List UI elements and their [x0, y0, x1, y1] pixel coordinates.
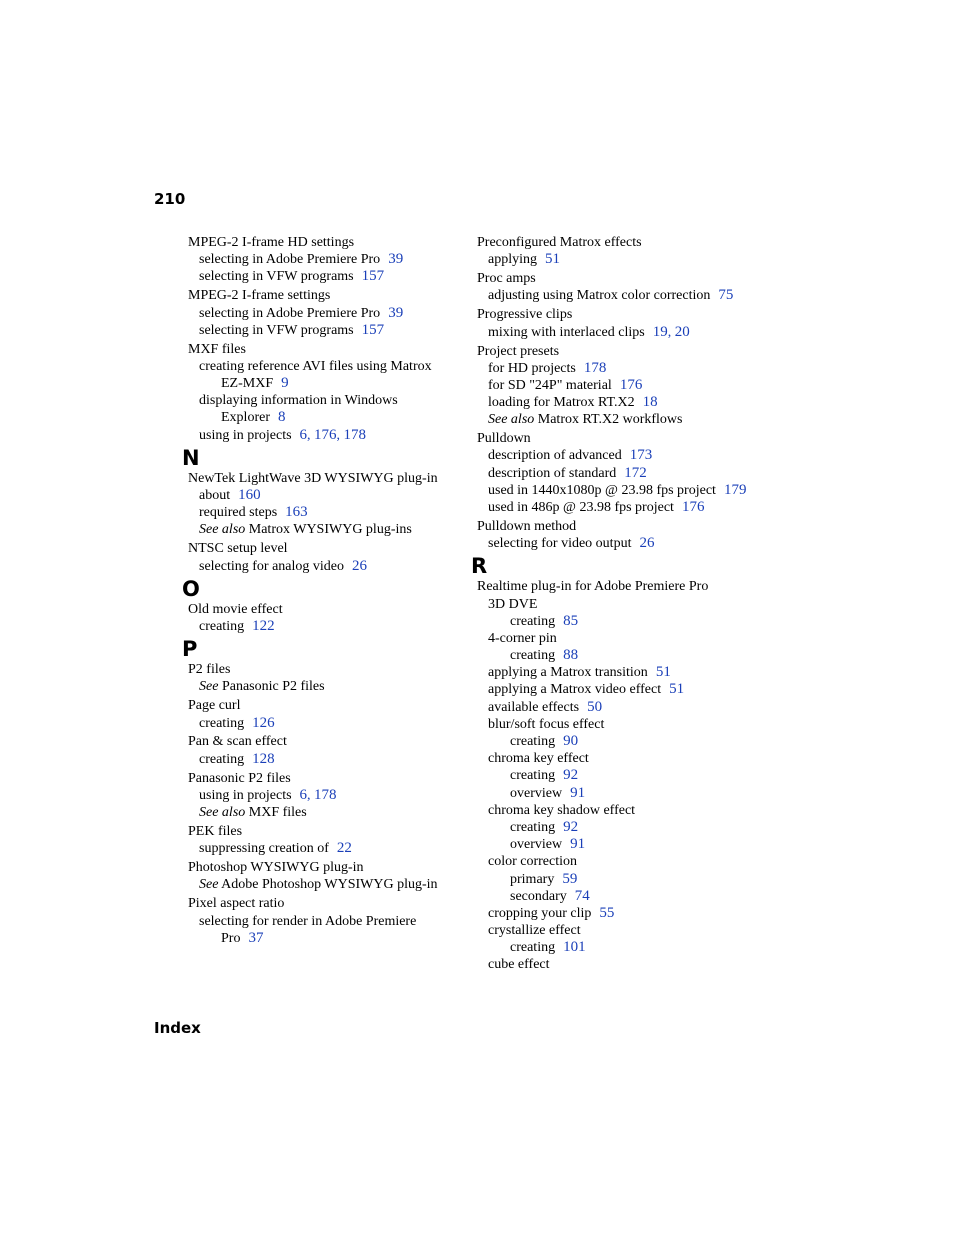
page-link[interactable]: 176 — [681, 499, 705, 515]
subentry — [188, 358, 458, 375]
entry-progressive — [477, 306, 777, 323]
subentry-text: selecting in Adobe Premiere Pro — [199, 252, 381, 268]
see-also-label: See also — [199, 522, 246, 538]
subentry-text: used in 1440x1080p @ 23.98 fps project — [488, 482, 716, 498]
see-label: See — [199, 679, 219, 695]
subentry-text: creating — [199, 715, 245, 731]
subentry — [477, 716, 777, 733]
entry-newtek — [188, 470, 458, 487]
subentry — [188, 558, 458, 575]
subentry-text: creating — [199, 618, 245, 634]
subentry — [477, 596, 777, 613]
sub-subentry — [477, 647, 777, 664]
entry-realtime — [477, 578, 777, 595]
sub-subentry — [477, 836, 777, 853]
page-link[interactable]: 26 — [352, 557, 368, 574]
entry-ntsc — [188, 540, 458, 557]
subentry — [477, 287, 777, 304]
entry-title: Realtime plug-in for Adobe Premiere Pro — [477, 579, 709, 595]
subentry — [477, 394, 777, 411]
page-link[interactable]: 160 — [238, 487, 261, 504]
page-link[interactable]: 92 — [563, 767, 579, 784]
page-number: 210 — [154, 190, 186, 208]
subentry-text: selecting for render in Adobe Premiere — [199, 913, 417, 929]
subentry-text: for HD projects — [488, 360, 576, 376]
page-link[interactable]: 178 — [314, 786, 337, 803]
entry-title: Photoshop WYSIWYG plug-in — [188, 860, 364, 876]
page-link[interactable]: 39 — [388, 251, 404, 268]
subentry-text: selecting in VFW programs — [199, 322, 354, 338]
subentry-text: for SD "24P" material — [488, 377, 612, 393]
page-link[interactable]: 39 — [388, 304, 404, 321]
sub-subentry — [477, 888, 777, 905]
subentry-text: Pro — [221, 930, 241, 946]
page-link[interactable]: 92 — [563, 818, 579, 835]
subentry — [477, 664, 777, 681]
page-link[interactable]: 163 — [285, 504, 308, 521]
page-link[interactable]: 176 — [314, 426, 337, 443]
subentry — [477, 482, 777, 499]
page-link[interactable]: 91 — [570, 836, 586, 853]
subentry-text: creating — [510, 734, 556, 750]
subentry-text: about — [199, 488, 231, 504]
subentry-text: secondary — [510, 888, 567, 904]
page-link[interactable]: 157 — [361, 321, 385, 338]
see-ref — [188, 876, 458, 893]
page-link[interactable]: 20 — [674, 323, 690, 340]
page-link[interactable]: 51 — [655, 664, 671, 681]
page-link[interactable]: 9 — [281, 375, 289, 392]
subentry-text: primary — [510, 871, 555, 887]
entry-old-movie — [188, 601, 458, 618]
subentry-text: description of advanced — [488, 448, 622, 464]
subentry-text: Explorer — [221, 410, 270, 426]
subentry-text: creating — [510, 940, 556, 956]
subentry-text: suppressing creation of — [199, 841, 329, 857]
entry-preconfigured — [477, 234, 777, 251]
entry-pulldown-method — [477, 518, 777, 535]
sub-subentry — [477, 767, 777, 784]
sub-subentry — [477, 785, 777, 802]
entry-title: Pulldown method — [477, 518, 577, 534]
entry-title: Old movie effect — [188, 601, 283, 617]
page-link[interactable]: 51 — [545, 251, 560, 268]
subentry-text: chroma key shadow effect — [488, 802, 636, 818]
index-column-left — [182, 234, 458, 947]
entry-title: Preconfigured Matrox effects — [477, 235, 642, 250]
subentry — [477, 499, 777, 516]
entry-pulldown — [477, 430, 777, 447]
page-link[interactable]: 55 — [599, 904, 615, 921]
see-also-ref — [477, 411, 777, 428]
subentry-text: selecting in Adobe Premiere Pro — [199, 305, 381, 321]
page-link[interactable]: 128 — [252, 750, 275, 767]
subentry-text: selecting in VFW programs — [199, 269, 354, 285]
cross-reference: Panasonic P2 files — [221, 679, 325, 695]
subentry — [188, 504, 458, 521]
subentry: using in projects 6, 176, 178 — [199, 426, 367, 443]
sub-subentry — [477, 733, 777, 750]
page-link[interactable]: 88 — [563, 647, 579, 664]
page-link[interactable]: 50 — [587, 698, 603, 715]
subentry-text: cropping your clip — [488, 905, 592, 921]
subentry-continued — [188, 930, 458, 947]
subentry-text: adjusting using Matrox color correction — [488, 288, 711, 304]
subentry-text: blur/soft focus effect — [488, 716, 605, 732]
subentry-text: displaying information in Windows — [199, 393, 398, 409]
entry-mxf — [188, 341, 458, 358]
subentry-text: loading for Matrox RT.X2 — [488, 395, 635, 411]
page-link[interactable]: 26 — [639, 535, 655, 552]
entry-page-curl — [188, 697, 458, 714]
subentry-text: creating — [199, 751, 245, 767]
page-link[interactable]: 59 — [562, 870, 578, 887]
page-link[interactable]: 122 — [252, 617, 275, 634]
entry-p2 — [188, 661, 458, 678]
page-link[interactable]: 74 — [574, 887, 590, 904]
section-letter-n: N — [182, 445, 200, 470]
subentry — [477, 535, 777, 552]
page-link[interactable]: 75 — [718, 287, 734, 304]
entry-pek — [188, 823, 458, 840]
sub-subentry — [477, 613, 777, 630]
entry-pan-scan — [188, 733, 458, 750]
subentry-text: selecting for analog video — [199, 558, 345, 574]
footer-section-label: Index — [154, 1019, 201, 1037]
page-link[interactable]: 173 — [629, 447, 653, 464]
entry-title: Pulldown — [477, 431, 531, 447]
page-link[interactable]: 179 — [723, 481, 747, 498]
entry-photoshop — [188, 859, 458, 876]
index-column-right — [471, 234, 777, 974]
subentry — [477, 750, 777, 767]
page-link[interactable]: 172 — [624, 464, 647, 481]
entry-title: MXF files — [188, 341, 246, 357]
entry-panasonic — [188, 770, 458, 787]
subentry — [477, 956, 777, 973]
page-link[interactable]: 37 — [248, 929, 264, 946]
sub-subentry — [477, 871, 777, 888]
page-link[interactable]: 6 — [299, 426, 308, 443]
see-also-ref — [188, 804, 458, 821]
entry-title: Project presets — [477, 343, 560, 359]
subentry: mixing with interlaced clips 19, 20 — [488, 323, 690, 340]
subentry — [188, 618, 458, 635]
section-letter-r: R — [471, 554, 488, 579]
subentry-text: creating — [510, 613, 556, 629]
entry-pixel-aspect — [188, 895, 458, 912]
subentry-text: using in projects — [199, 427, 292, 443]
subentry-text: overview — [510, 837, 563, 853]
subentry-text: overview — [510, 785, 563, 801]
subentry-text: creating — [510, 768, 556, 784]
sub-subentry — [477, 819, 777, 836]
subentry-text: applying a Matrox transition — [488, 665, 648, 681]
subentry-text: 4-corner pin — [488, 630, 557, 646]
subentry-text: description of standard — [488, 465, 617, 481]
subentry: using in projects 6, 178 — [199, 786, 337, 803]
entry-title: MPEG-2 I-frame HD settings — [188, 235, 355, 250]
page-link[interactable]: 85 — [563, 612, 579, 629]
subentry — [188, 251, 458, 268]
page-link[interactable]: 8 — [277, 409, 286, 426]
subentry — [188, 305, 458, 322]
subentry — [477, 699, 777, 716]
subentry-text: 3D DVE — [488, 596, 538, 612]
cross-reference: Matrox RT.X2 workflows — [537, 412, 683, 428]
cross-reference: MXF files — [248, 805, 307, 821]
subentry — [477, 681, 777, 698]
see-also-ref — [188, 521, 458, 538]
entry-title: PEK files — [188, 824, 243, 840]
entry-title: Pan & scan effect — [188, 734, 287, 750]
see-label: See — [199, 877, 219, 893]
subentry-text: creating reference AVI files using Matrox — [199, 358, 432, 374]
subentry — [188, 913, 458, 930]
entry-title: Page curl — [188, 698, 241, 714]
subentry-continued — [188, 375, 458, 392]
see-also-label: See also — [488, 412, 535, 428]
subentry — [477, 802, 777, 819]
subentry — [477, 377, 777, 394]
page-link[interactable]: 91 — [570, 784, 586, 801]
cross-reference: Adobe Photoshop WYSIWYG plug-in — [221, 877, 438, 893]
subentry-continued — [188, 409, 458, 426]
page-link[interactable]: 6 — [299, 786, 308, 803]
subentry-text: required steps — [199, 505, 278, 521]
section-letter-o: O — [182, 576, 200, 601]
subentry — [188, 751, 458, 768]
subentry-text: color correction — [488, 854, 578, 870]
cross-reference: Matrox WYSIWYG plug-ins — [248, 522, 412, 538]
subentry-text: cube effect — [488, 957, 550, 973]
see-ref — [188, 678, 458, 695]
page-link[interactable]: 19 — [652, 323, 668, 340]
entry-mpeg — [188, 287, 458, 304]
page-link[interactable]: 22 — [336, 840, 352, 857]
subentry — [477, 853, 777, 870]
subentry-text: using in projects — [199, 787, 292, 803]
page-link[interactable]: 90 — [563, 733, 579, 750]
subentry-text: crystallize effect — [488, 923, 581, 939]
sub-subentry — [477, 939, 777, 956]
page-link[interactable]: 101 — [563, 939, 586, 956]
subentry — [188, 322, 458, 339]
subentry — [477, 251, 777, 268]
entry-title: Panasonic P2 files — [188, 770, 291, 786]
subentry — [477, 905, 777, 922]
entry-title: Progressive clips — [477, 307, 573, 323]
subentry-text: used in 486p @ 23.98 fps project — [488, 500, 674, 515]
subentry — [477, 922, 777, 939]
entry-mpeg-hd — [188, 234, 458, 251]
entry-project-presets — [477, 343, 777, 360]
page-link[interactable]: 51 — [669, 681, 685, 698]
subentry-text: available effects — [488, 699, 580, 715]
see-also-label: See also — [199, 805, 246, 821]
subentry-text: mixing with interlaced clips — [488, 324, 645, 340]
entry-title: P2 files — [188, 662, 231, 678]
entry-title: NewTek LightWave 3D WYSIWYG plug-in — [188, 470, 438, 486]
subentry — [188, 268, 458, 285]
subentry — [188, 487, 458, 504]
page-link[interactable]: 178 — [583, 359, 607, 376]
subentry-text: applying — [488, 252, 537, 268]
entry-proc-amps — [477, 270, 777, 287]
entry-title: Pixel aspect ratio — [188, 896, 285, 912]
section-letter-p: P — [182, 637, 198, 662]
page-link[interactable]: 176 — [619, 376, 643, 393]
page-link[interactable]: 157 — [361, 268, 385, 285]
page-link[interactable]: 126 — [252, 714, 275, 731]
entry-title: NTSC setup level — [188, 541, 288, 557]
subentry — [477, 360, 777, 377]
page-link[interactable]: 178 — [343, 426, 367, 443]
subentry-text: applying a Matrox video effect — [488, 682, 662, 698]
subentry-text: EZ-MXF — [221, 376, 274, 392]
subentry — [188, 715, 458, 732]
subentry-text: chroma key effect — [488, 751, 589, 767]
subentry — [477, 630, 777, 647]
subentry — [477, 447, 777, 464]
subentry-text: creating — [510, 819, 556, 835]
subentry-text: selecting for video output — [488, 536, 632, 552]
subentry — [188, 840, 458, 857]
subentry — [477, 465, 777, 482]
entry-title: MPEG-2 I-frame settings — [188, 288, 331, 304]
page-link[interactable]: 18 — [642, 394, 658, 411]
subentry-text: creating — [510, 648, 556, 664]
subentry — [188, 392, 458, 409]
entry-title: Proc amps — [477, 271, 536, 287]
